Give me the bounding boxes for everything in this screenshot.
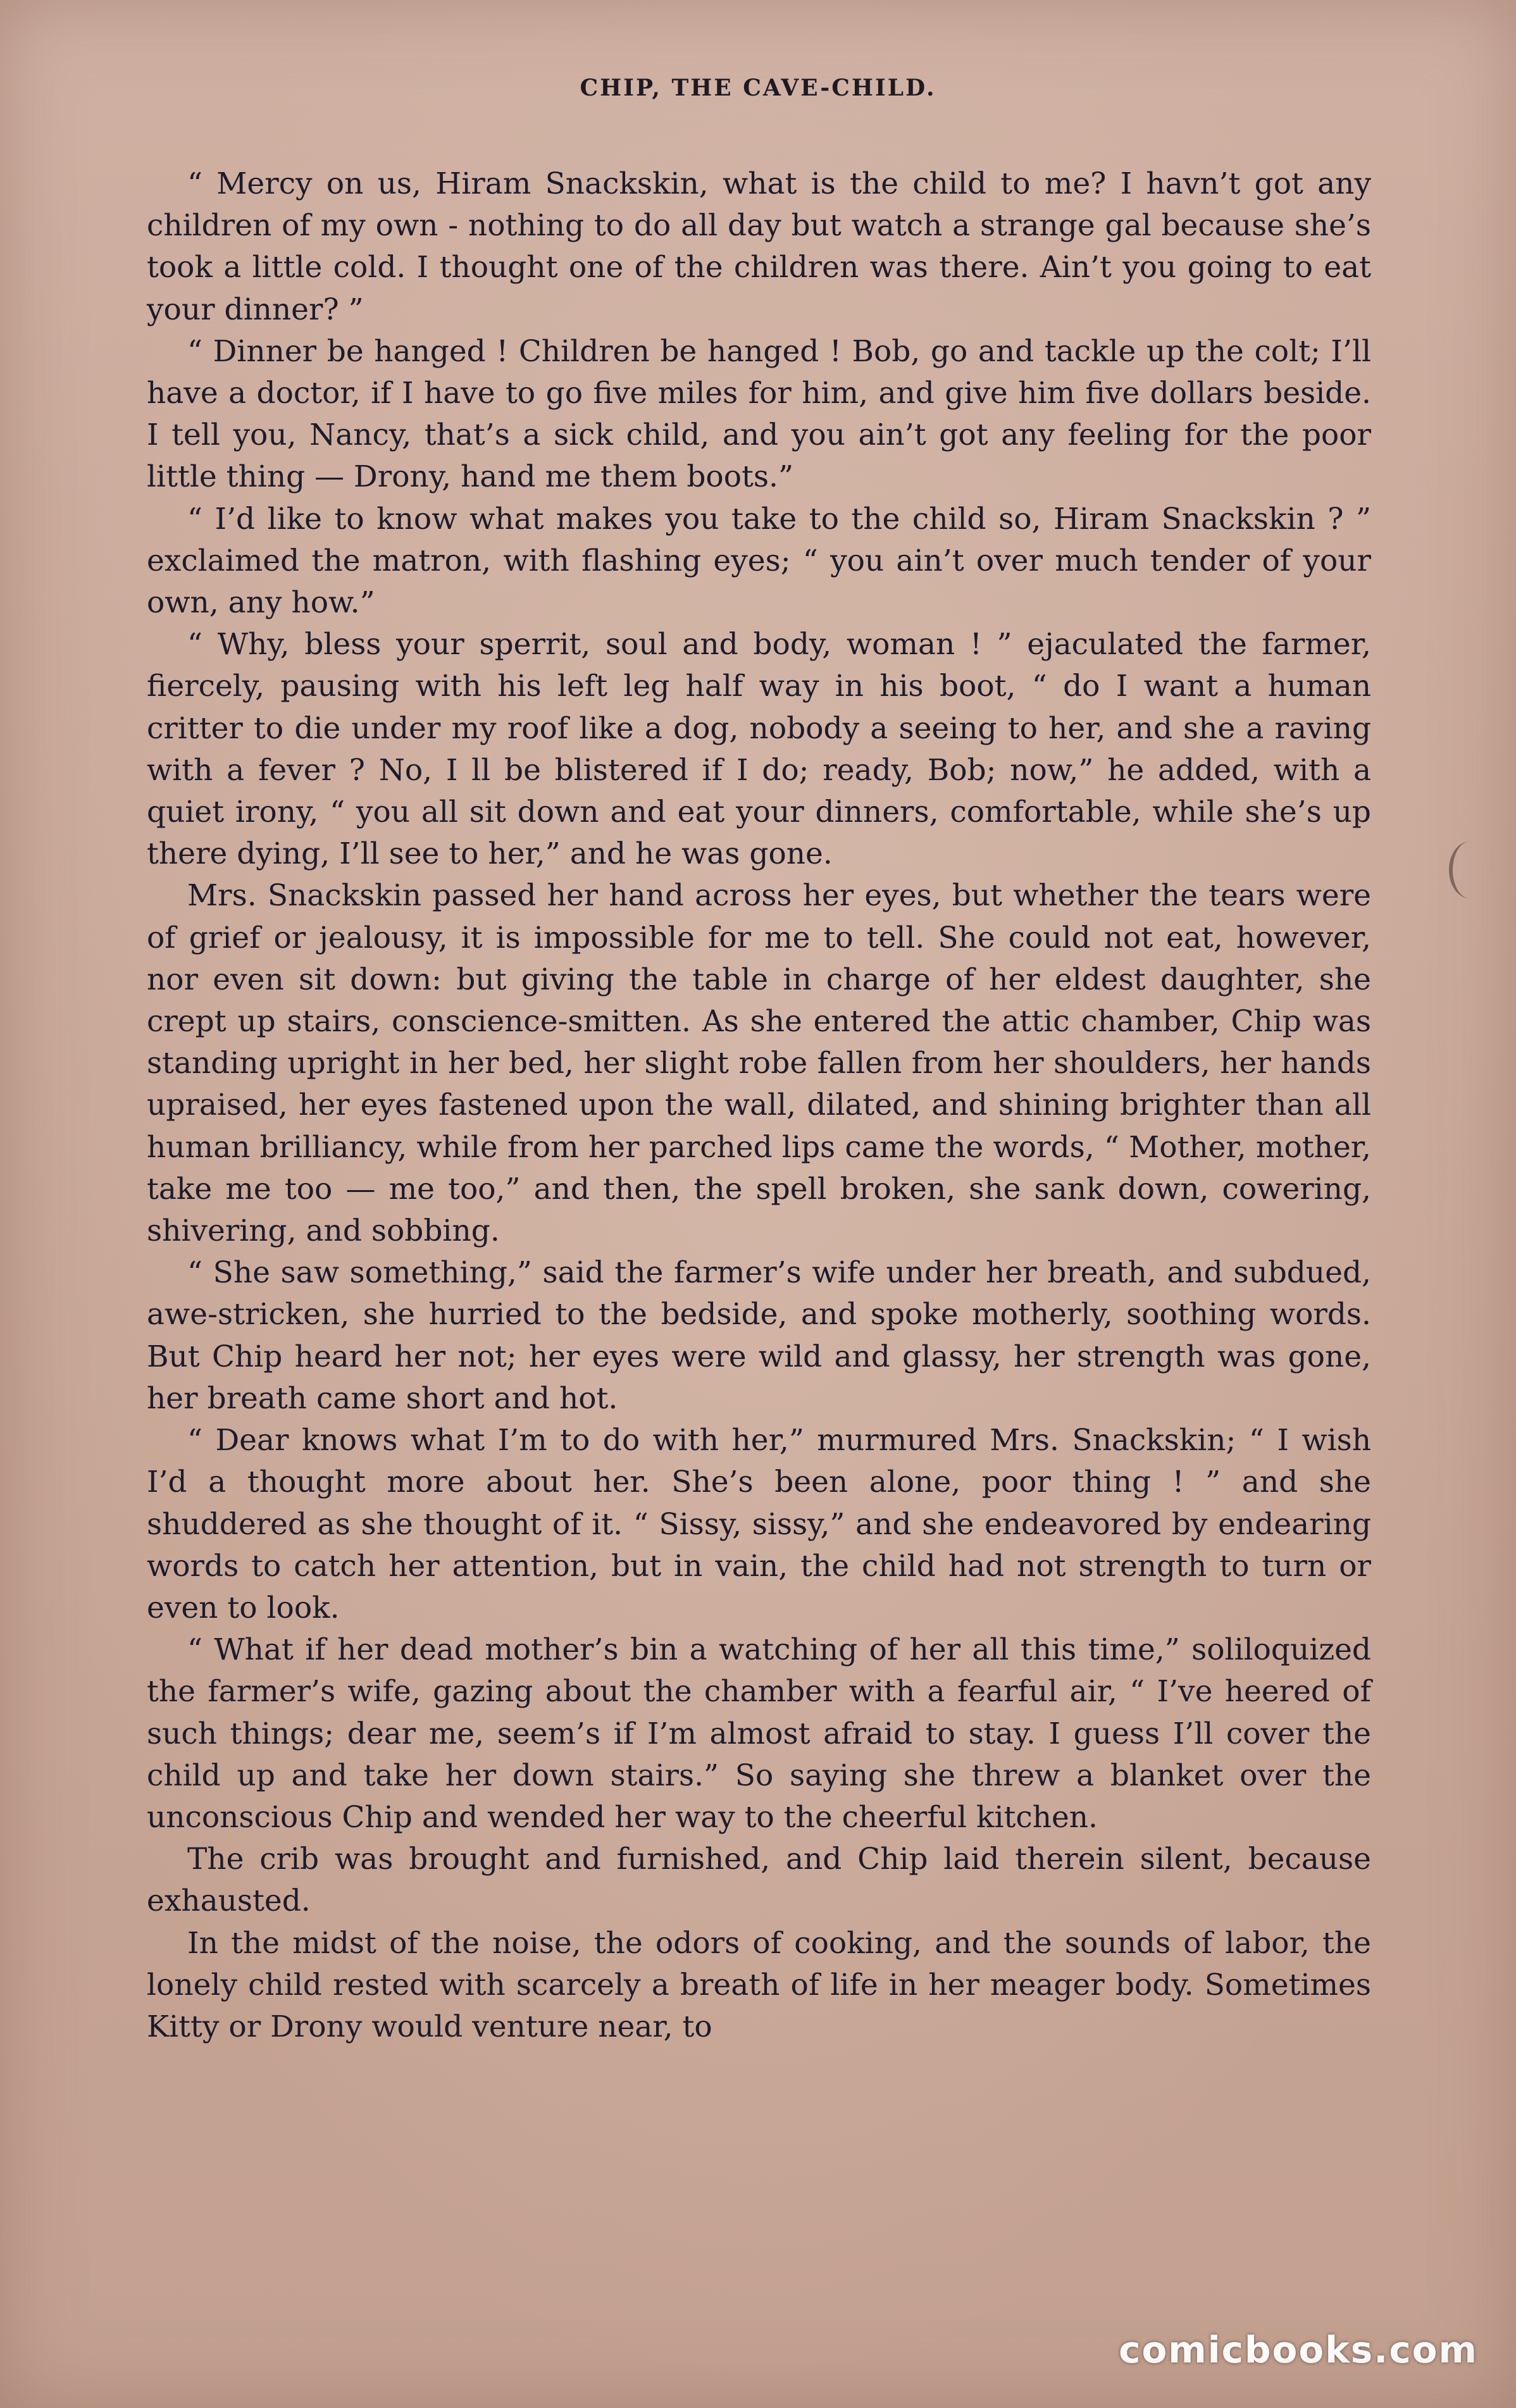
- paragraph-1: “ Mercy on us, Hiram Snackskin, what is the child to me? I havn’t got any children of my own - nothing to do all day but watch a strange gal because she’s took a little cold. I thought one of the children was there. Ain’t you going to eat your dinner? ”: [147, 166, 1371, 327]
- paragraph-5: Mrs. Snackskin passed her hand across her eyes, but whether the tears were of grief or jealousy, it is impossible for me to tell. She could not eat, however, nor even sit down: but giving the table in charge of her eldest daughter, she crept up stairs, conscience-smitten. As she entered the attic chamber, Chip was standing upright in her bed, her slight robe fallen from her shoulders, her hands upraised, her eyes fastened upon the wall, dilated, and shining brighter than all human brilliancy, while from her parched lips came the words, “ Mother, mother, take me too — me too,” and then, the spell broken, she sank down, cowering, shivering, and sobbing.: [147, 878, 1371, 1249]
- paragraph-9: The crib was brought and furnished, and Chip laid therein silent, because exhausted.: [147, 1842, 1371, 1919]
- running-header: CHIP, THE CAVE-CHILD.: [580, 75, 936, 101]
- paragraph-4: “ Why, bless your sperrit, soul and body, woman ! ” ejaculated the farmer, fiercely, pausing with his left leg half way in his boot, “ do I want a human critter to die under my roof like a dog, nobody a seeing to her, and she a raving with a fever ? No, I ll be blistered if I do; ready, Bob; now,” he added, with a quiet irony, “ you all sit down and eat your dinners, comfortable, while she’s up there dying, I’ll see to her,” and he was gone.: [147, 627, 1371, 872]
- paragraph-2: “ Dinner be hanged ! Children be hanged ! Bob, go and tackle up the colt; I’ll have a doctor, if I have to go five miles for him, and give him five dollars beside. I tell you, Nancy, that’s a sick child, and you ain’t got any feeling for the poor little thing — Drony, hand me them boots.”: [147, 333, 1371, 495]
- paragraph-7: “ Dear knows what I’m to do with her,” murmured Mrs. Snackskin; “ I wish I’d a thought more about her. She’s been alone, poor thing ! ” and she shuddered as she thought of it. “ Sissy, sissy,” and she endeavored by endearing words to catch her attention, but in vain, the child had not strength to turn or even to look.: [147, 1423, 1371, 1625]
- paragraph-10: In the midst of the noise, the odors of cooking, and the sounds of labor, the lonely child rested with scarcely a breath of life in her meager body. Sometimes Kitty or Drony would venture near, to: [147, 1925, 1371, 2044]
- paragraph-8: “ What if her dead mother’s bin a watching of her all this time,” soliloquized the farmer’s wife, gazing about the chamber with a fearful air, “ I’ve heered of such things; dear me, seem’s if I’m almost afraid to stay. I guess I’ll cover the child up and take her down stairs.” So saying she threw a blanket over the unconscious Chip and wended her way to the cheerful kitchen.: [147, 1632, 1371, 1835]
- paragraph-3: “ I’d like to know what makes you take to the child so, Hiram Snackskin ? ” exclaimed the matron, with flashing eyes; “ you ain’t over much tender of your own, any how.”: [147, 501, 1371, 621]
- body-text: [147, 163, 1371, 2048]
- page-stain: [1449, 841, 1491, 898]
- watermark: comicbooks.com: [1119, 2328, 1478, 2371]
- paragraph-6: “ She saw something,” said the farmer’s wife under her breath, and subdued, awe-stricken, she hurried to the bedside, and spoke motherly, soothing words. But Chip heard her not; her eyes were wild and glassy, her strength was gone, her breath came short and hot.: [147, 1255, 1371, 1416]
